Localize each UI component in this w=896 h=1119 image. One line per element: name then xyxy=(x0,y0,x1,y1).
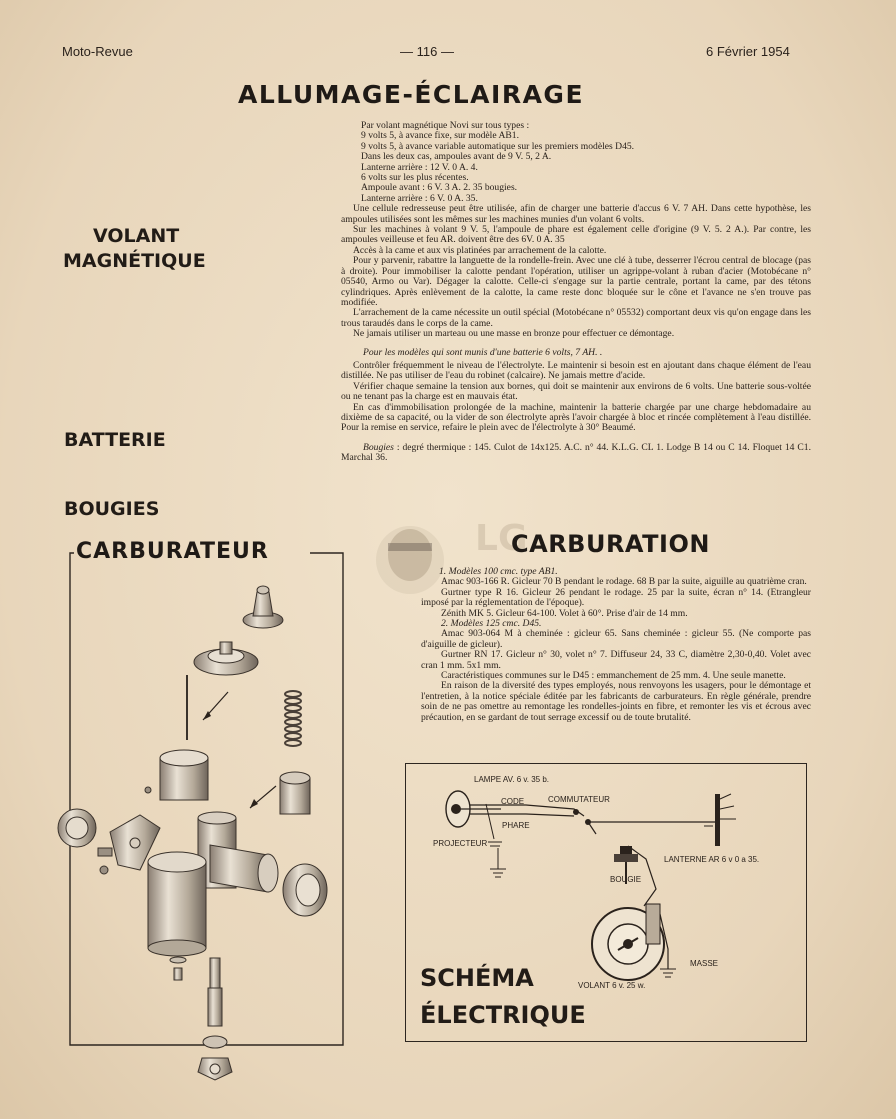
label-lampe: LAMPE AV. 6 v. 35 b. xyxy=(474,775,550,784)
label-masse: MASSE xyxy=(690,959,719,968)
volant-para: 6 volts sur les plus récentes. xyxy=(361,172,469,184)
volant-line2: MAGNÉTIQUE xyxy=(63,250,206,272)
carburation-para: Gurtner type R 16. Gicleur 26 pendant le rodage. 25 par la suite, écran n° 14. (Etrangleur imposé par la réglementation de l'époque). xyxy=(421,586,811,609)
carburetor-exploded-view xyxy=(40,580,330,1090)
volant-para: L'arrachement de la came nécessite un outil spécial (Motobécane n° 05532) comportant deux vis qu'on engage dans les trous taraudés dans le corps de la came. xyxy=(341,307,811,329)
volant-para: Sur les machines à volant 9 V. 5, l'ampoule de phare est également celle d'origine (9 V. 5. 2 A.). Par contre, les ampoules veilleuse et feu AR. doivent être des 6V. 0 A. 35 xyxy=(341,224,811,246)
carburation-text-block xyxy=(421,567,811,723)
model1-heading-text: 1. Modèles 100 cmc. type AB1. xyxy=(439,566,558,577)
label-lanterne: LANTERNE AR 6 v 0 a 35. xyxy=(664,855,760,864)
header-date: 6 Février 1954 xyxy=(706,44,790,59)
bougies-text: : degré thermique : 145. Culot de 14x125. A.C. n° 44. K.L.G. CL 1. Lodge B 14 ou C 14. Floquet 14 C1. Marchal 36. xyxy=(341,441,811,464)
label-projecteur: PROJECTEUR xyxy=(433,839,488,848)
cover-part xyxy=(194,642,258,675)
batterie-intro-text: Pour les modèles qui sont munis d'une batterie 6 volts, 7 AH. . xyxy=(363,346,603,358)
carburation-para: Amac 903-166 R. Gicleur 70 B pendant le rodage. 68 B par la suite, aiguille au quatrième cran. xyxy=(441,576,807,588)
carburation-para: Caractéristiques communes sur le D45 : emmanchement de 25 mm. 4. Une seule manette. xyxy=(441,670,786,682)
commutator-switch xyxy=(573,809,716,834)
batterie-para: Contrôler fréquemment le niveau de l'électrolyte. Le maintenir si besoin est en ajoutant dans chaque élément de l'eau distillée. Ne pas utiliser de l'eau du robinet (calcaire). Ne jamais mettre d'acide. xyxy=(341,359,811,382)
batterie-para: Vérifier chaque semaine la tension aux bornes, qui doit se maintenir aux environs de 6 volts. Une batterie sous-voltée ou ne tenant pas la charge est en mauvais état. xyxy=(341,380,811,403)
main-title: ALLUMAGE-ÉCLAIRAGE xyxy=(238,80,585,109)
float-cover xyxy=(58,809,96,847)
float-chamber xyxy=(148,852,206,956)
volant-para: 9 volts 5, à avance fixe, sur modèle AB1. xyxy=(361,130,519,142)
section-label-volant xyxy=(63,224,206,274)
headlamp-icon xyxy=(446,791,502,846)
volant-para: Lanterne arrière : 12 V. 0 A. 4. xyxy=(361,161,478,173)
volant-para: Pour y parvenir, rabattre la languette de la rondelle-frein. Avec une clé à tube, desserrer l'écrou central de blocage (pas à droite). Pour immobiliser la calotte pendant l'opération, utiliser un agrippe-volant à ruban d'acier (Motobécane n° 05540, Armo ou Var). Dégager la calotte. Celle-ci s'engage sur la partie centrale, portant la came, par des tétons cylindriques. Après enlèvement de la calotte, la came reste donc bloquée sur le cône et l'avance ne s'en trouve pas modifiée. xyxy=(341,255,811,308)
batterie-intro xyxy=(341,348,811,358)
header-page-number: — 116 — xyxy=(400,44,454,59)
carburetor-body xyxy=(198,812,278,892)
rear-lantern-icon xyxy=(704,794,736,846)
schema-title xyxy=(420,960,586,1034)
flywheel-icon xyxy=(592,904,664,980)
label-phare: PHARE xyxy=(502,821,530,830)
section-label-bougies: BOUGIES xyxy=(64,498,160,520)
schema-title-line2: ÉLECTRIQUE xyxy=(420,1001,586,1029)
volant-para: Accès à la came et aux vis platinées par arrachement de la calotte. xyxy=(353,244,607,256)
volant-para: Ne jamais utiliser un marteau ou une masse en bronze pour effectuer ce démontage. xyxy=(353,328,675,340)
section-label-batterie: BATTERIE xyxy=(64,429,166,451)
volant-para: 9 volts 5, à avance variable automatique sur les premiers modèles D45. xyxy=(361,140,635,152)
intake-ring xyxy=(283,864,327,916)
small-cylinder xyxy=(280,772,310,814)
carburation-para: En raison de la diversité des types employés, nous renvoyons les usagers, pour le démontage et l'entretien, à la notice spéciale éditée par les fabricants de carburateurs. En règle générale, prendre soin de ne pas omettre au remontage les rondelles-joints en fibre, et remonter les vis et écrous avec précaution, en se gardant de tout serrage excessif ou de toute brutalité. xyxy=(421,680,811,723)
carburation-para: Zénith MK 5. Gicleur 64-100. Volet à 60°. Prise d'air de 14 mm. xyxy=(441,607,688,619)
watermark-text: LG xyxy=(475,518,528,559)
carburation-para: Amac 903-064 M à cheminée : gicleur 65. Sans cheminée : gicleur 55. (Ne comporte pas d'aiguille de gicleur). xyxy=(421,628,811,650)
label-bougie: BOUGIE xyxy=(610,875,642,884)
label-code: CODE xyxy=(501,797,525,806)
label-commutateur: COMMUTATEUR xyxy=(548,795,610,804)
bougies-para xyxy=(341,443,811,464)
spring-part xyxy=(285,691,301,746)
header-publication: Moto-Revue xyxy=(62,44,133,59)
cap-part xyxy=(243,586,283,628)
volant-para: Dans les deux cas, ampoules avant de 9 V. 5, 2 A. xyxy=(361,151,552,163)
carburateur-title: CARBURATEUR xyxy=(76,539,269,564)
schema-title-line1: SCHÉMA xyxy=(420,964,534,992)
throttle-slide xyxy=(160,750,208,800)
volant-text-block xyxy=(341,121,811,464)
carburation-title: CARBURATION xyxy=(511,530,710,558)
carburation-para: Gurtner RN 17. Gicleur n° 30, volet n° 7. Diffuseur 24, 33 C, diamètre 2,30-0,40. Volet avec cran 1 mm. 5x1 mm. xyxy=(421,649,811,671)
volant-para: Ampoule avant : 6 V. 3 A. 2. 35 bougies. xyxy=(361,182,518,194)
bougies-lead: Bougies xyxy=(363,441,394,453)
model2-heading-text: 2. Modèles 125 cmc. D45. xyxy=(441,618,542,630)
volant-para: Par volant magnétique Novi sur tous types : xyxy=(361,120,530,131)
label-volant: VOLANT 6 v. 25 w. xyxy=(578,981,646,990)
volant-para: Une cellule redresseuse peut être utilisée, afin de charger une batterie d'accus 6 V. 7 AH. Dans cette hypothèse, les ampoules utilisées sont les mêmes sur les machines munies d'un volant 6 volts. xyxy=(341,203,811,225)
jet-assembly xyxy=(170,957,232,1080)
volant-para: Lanterne arrière : 6 V. 0 A. 35. xyxy=(361,192,478,204)
volant-line1: VOLANT xyxy=(93,225,180,247)
batterie-para: En cas d'immobilisation prolongée de la machine, maintenir la batterie chargée par une charge hebdomadaire au dixième de sa capacité, ou la vider de son électrolyte après l'avoir chargée à bloc et rincée complètement à l'eau distillée. Pour la remise en service, refaire le plein avec de l'électrolyte à 30° Beaumé. xyxy=(341,401,811,434)
